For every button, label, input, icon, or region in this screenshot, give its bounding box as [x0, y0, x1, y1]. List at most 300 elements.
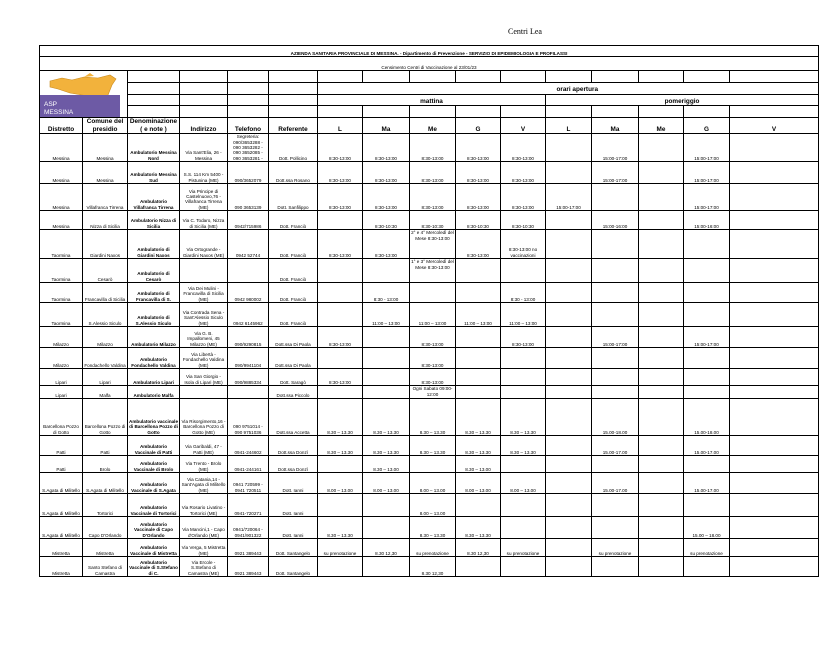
table-cell: [684, 386, 730, 399]
table-cell: 8:30-13:00: [410, 162, 456, 184]
table-cell: 8:30 - 13:00: [501, 283, 546, 303]
table-cell: [639, 539, 684, 557]
table-cell: Dott. Santangelo: [269, 539, 318, 557]
table-cell: 15.00-17.00: [592, 436, 639, 456]
table-cell: Ambulatorio Nizza di Sicilia: [128, 211, 180, 230]
table-cell: [684, 259, 730, 283]
table-cell: 0942/715986: [228, 211, 269, 230]
table-cell: 8.00 – 13.00: [410, 494, 456, 517]
table-cell: Dott. Ianni: [269, 473, 318, 494]
table-cell: Tortorici: [83, 494, 128, 517]
table-cell: S.Agata di Militello: [40, 517, 83, 539]
table-cell: Francavilla di Sicilia: [83, 283, 128, 303]
table-cell: [639, 303, 684, 327]
table-cell: [592, 259, 639, 283]
table-cell: Malfa: [83, 386, 128, 399]
table-cell: [639, 348, 684, 369]
table-cell: [592, 369, 639, 386]
table-cell: Via Contrada Sena - Sant'Alessio Siculo (ME): [180, 303, 228, 327]
table-cell: Dott. Santangelo: [269, 557, 318, 577]
table-cell: 8:30-10:30: [501, 211, 546, 230]
table-cell: Via G. B. Impallomeni, 45 Milazzo (ME): [180, 327, 228, 348]
table-cell: Dott.ssa Donzì: [269, 436, 318, 456]
table-cell: Ambulatorio Vaccinale di Mistretta: [128, 539, 180, 557]
table-cell: Via Dei Mulini - Francavilla di Sicilia (ME): [180, 283, 228, 303]
table-cell: [456, 348, 501, 369]
table-cell: 15:00-16:00: [592, 211, 639, 230]
table-cell: [592, 348, 639, 369]
table-cell: Barcellona Pozzo di Gotto: [40, 399, 83, 436]
table-cell: Mistretta: [40, 557, 83, 577]
table-cell: [592, 557, 639, 577]
table-cell: [318, 557, 363, 577]
table-cell: [639, 134, 684, 162]
column-header: Referente: [269, 118, 318, 134]
table-cell: Via C. Todaro, Nizza di Sicilia (ME): [180, 211, 228, 230]
table-cell: [684, 283, 730, 303]
table-cell: [546, 327, 592, 348]
table-cell: Milazzo: [40, 327, 83, 348]
table-row: [40, 494, 819, 517]
table-cell: Villafranca Tirrena: [83, 184, 128, 211]
table-row: [40, 162, 819, 184]
table-cell: [730, 369, 819, 386]
table-cell: [546, 399, 592, 436]
table-cell: [730, 539, 819, 557]
table-cell: 8.30 – 13.30: [456, 399, 501, 436]
table-cell: [639, 473, 684, 494]
table-cell: Dott. Ianni: [269, 517, 318, 539]
table-cell: [410, 456, 456, 473]
table-cell: Capo D'Orlando: [83, 517, 128, 539]
table-row: [40, 184, 819, 211]
table-cell: 1° e 3° Mercoledì del Mese 8:30-13:00: [410, 259, 456, 283]
table-cell: Messina: [40, 184, 83, 211]
table-cell: 0941-244161: [228, 456, 269, 473]
table-cell: Ambulatorio di Cesarò: [128, 259, 180, 283]
table-row: [40, 399, 819, 436]
table-cell: [318, 259, 363, 283]
table-cell: [228, 259, 269, 283]
table-cell: [363, 386, 410, 399]
table-cell: Milazzo: [40, 348, 83, 369]
table-cell: [730, 456, 819, 473]
table-cell: 8:30-13:00: [410, 134, 456, 162]
table-cell: 15:00-17:00: [684, 134, 730, 162]
column-header: Ma: [363, 118, 410, 134]
table-cell: [546, 473, 592, 494]
table-cell: 8:30-10:30: [410, 211, 456, 230]
table-cell: [363, 348, 410, 369]
table-cell: Mistretta: [40, 539, 83, 557]
table-cell: Santo Stefano di Camastra: [83, 557, 128, 577]
table-cell: 8:30-13:00: [318, 184, 363, 211]
table-cell: 8:30-13:00: [456, 134, 501, 162]
table-cell: 8:30-13:00: [318, 230, 363, 259]
table-cell: Via Principe di Castelnuovo,76 - Villafranca Tirrena (ME): [180, 184, 228, 211]
table-cell: [546, 162, 592, 184]
vaccination-centers-table: [39, 45, 819, 577]
table-cell: [639, 517, 684, 539]
column-header: L: [546, 118, 592, 134]
table-cell: [228, 386, 269, 399]
column-header: Comune del presidio: [83, 118, 128, 134]
table-cell: Via Risorgimento,16 - Barcellona Pozzo di Gotto (ME): [180, 399, 228, 436]
table-cell: 15.00-18.00: [684, 399, 730, 436]
table-cell: Mistretta: [83, 539, 128, 557]
table-cell: [456, 259, 501, 283]
table-cell: [546, 134, 592, 162]
table-cell: Via San Giorgio - Isola di Lipari (ME): [180, 369, 228, 386]
table-cell: [363, 327, 410, 348]
table-cell: [456, 386, 501, 399]
table-cell: 15.00 – 18.00: [684, 517, 730, 539]
table-cell: Via Trento - Brolo (ME): [180, 456, 228, 473]
table-cell: Nizza di Sicilia: [83, 211, 128, 230]
table-cell: 8:30-13:00: [456, 184, 501, 211]
table-cell: 0942 52744: [228, 230, 269, 259]
table-cell: 15.00-17.00: [684, 436, 730, 456]
asp-messina-logo: [40, 71, 127, 117]
table-cell: [318, 211, 363, 230]
table-cell: [546, 259, 592, 283]
table-cell: Ambulatorio Vaccinale di Capo D'Orlando: [128, 517, 180, 539]
table-cell: Lipari: [83, 369, 128, 386]
table-cell: 8.30 – 13.30: [410, 517, 456, 539]
table-cell: 090/9941104: [228, 348, 269, 369]
table-cell: 8.00 – 13.00: [363, 473, 410, 494]
table-cell: 15:00-17:00: [684, 162, 730, 184]
table-cell: Ambulatorio Villafranca Tirrena: [128, 184, 180, 211]
table-cell: 8:30-13:00: [363, 230, 410, 259]
table-cell: Ambulatorio Lipari: [128, 369, 180, 386]
table-cell: 15:00-17:00: [684, 184, 730, 211]
table-cell: [639, 259, 684, 283]
table-cell: Ambulatorio Fondachello Valdina: [128, 348, 180, 369]
table-cell: [456, 369, 501, 386]
table-cell: 8.30 – 13.30: [456, 517, 501, 539]
table-cell: [546, 517, 592, 539]
table-cell: [501, 517, 546, 539]
table-title: AZIENDA SANITARIA PROVINCIALE DI MESSINA. - Dipartimento di Prevenzione - SERVIZIO DI EPIDEMIOLOGIA E PROFILASSI: [40, 46, 819, 57]
table-cell: 090/9885334: [228, 369, 269, 386]
table-cell: Cesarò: [83, 259, 128, 283]
table-row: [40, 473, 819, 494]
table-cell: S.Agata di Militello: [83, 473, 128, 494]
table-cell: [501, 456, 546, 473]
table-cell: [501, 557, 546, 577]
table-cell: Ambulatorio Vaccinale di S.Stefano di C.: [128, 557, 180, 577]
table-cell: Dott. Franciò: [269, 211, 318, 230]
table-cell: [546, 230, 592, 259]
table-cell: 8:30-13:00: [501, 184, 546, 211]
table-row: [40, 211, 819, 230]
table-cell: 15:00-16:00: [684, 211, 730, 230]
column-header: G: [684, 118, 730, 134]
table-cell: Lipari: [40, 369, 83, 386]
table-cell: Taormina: [40, 303, 83, 327]
table-row: [40, 539, 819, 557]
table-cell: [180, 259, 228, 283]
table-cell: [730, 259, 819, 283]
table-cell: 8:30-13:00: [410, 327, 456, 348]
column-header: Me: [410, 118, 456, 134]
table-cell: Dott.ssa Piccolo: [269, 386, 318, 399]
table-cell: 8.30 – 13.00: [363, 456, 410, 473]
table-cell: su prenotazione: [410, 539, 456, 557]
table-cell: 8.30 – 13.30: [363, 399, 410, 436]
table-cell: [546, 456, 592, 473]
table-cell: Ambulatorio Milazzo: [128, 327, 180, 348]
table-cell: [318, 348, 363, 369]
table-row: [40, 327, 819, 348]
table-cell: 8:30-13:00: [318, 134, 363, 162]
table-cell: Via Ercole - S.Stefano di Camastra (ME): [180, 557, 228, 577]
table-cell: Ambulatorio vaccinale di Barcellona Pozzo di Gotto: [128, 399, 180, 436]
table-cell: [456, 557, 501, 577]
table-cell: 8.30 – 13.30: [363, 436, 410, 456]
table-cell: [639, 557, 684, 577]
table-cell: 8:30-13:00: [501, 134, 546, 162]
table-cell: 8.30 – 13.30: [318, 436, 363, 456]
table-cell: [592, 494, 639, 517]
table-row: [40, 557, 819, 577]
table-cell: 2° e 4° Mercoledì del Mese 8:30-13:00: [410, 230, 456, 259]
table-cell: [730, 327, 819, 348]
table-cell: [730, 517, 819, 539]
table-cell: [410, 283, 456, 303]
table-cell: Brolo: [83, 456, 128, 473]
table-cell: [546, 539, 592, 557]
table-row: [40, 259, 819, 283]
table-cell: [730, 162, 819, 184]
table-cell: [684, 456, 730, 473]
table-cell: [730, 386, 819, 399]
table-cell: [592, 517, 639, 539]
table-cell: Dott.ssa Rosano: [269, 162, 318, 184]
table-cell: su prenotazione: [684, 539, 730, 557]
table-cell: Dott.ssa Donzì: [269, 456, 318, 473]
column-header: Indirizzo: [180, 118, 228, 134]
table-cell: 8:30-13:00: [410, 184, 456, 211]
table-cell: Ambulatorio Messina Nord: [128, 134, 180, 162]
table-cell: 8:30-13:00: [363, 162, 410, 184]
table-cell: 8:30-10:30: [456, 211, 501, 230]
table-cell: 8:30 - 13:00: [363, 283, 410, 303]
table-cell: [730, 283, 819, 303]
table-cell: Dott. Pollicino: [269, 134, 318, 162]
table-cell: [592, 456, 639, 473]
table-cell: [684, 348, 730, 369]
table-cell: 0941/720064 - 0941/901322: [228, 517, 269, 539]
table-cell: Messina: [40, 211, 83, 230]
table-cell: Messina: [83, 162, 128, 184]
table-row: [40, 134, 819, 162]
table-cell: 11:00 – 13:00: [501, 303, 546, 327]
table-cell: 0941 720599 - 0941 720511: [228, 473, 269, 494]
table-cell: 11:00 – 13:00: [363, 303, 410, 327]
table-cell: [639, 369, 684, 386]
table-cell: [456, 327, 501, 348]
table-row: [40, 230, 819, 259]
table-cell: [639, 283, 684, 303]
table-cell: [684, 369, 730, 386]
table-cell: 8.00 – 13.00: [410, 473, 456, 494]
table-cell: [730, 473, 819, 494]
page-top-note: Centri Lea: [508, 27, 542, 36]
table-cell: Dott. Ianni: [269, 494, 318, 517]
column-header: Distretto: [40, 118, 83, 134]
table-cell: [639, 230, 684, 259]
table-cell: [546, 436, 592, 456]
orari-apertura-header: orari apertura: [318, 82, 819, 94]
table-cell: Dott.ssa Di Paola: [269, 348, 318, 369]
table-cell: 8:30-13:00: [410, 348, 456, 369]
table-cell: S.Alessio Siculo: [83, 303, 128, 327]
table-cell: 8.30 12,30: [456, 539, 501, 557]
table-cell: [639, 386, 684, 399]
table-cell: [592, 184, 639, 211]
table-cell: [546, 303, 592, 327]
pomeriggio-header: pomeriggio: [546, 94, 819, 106]
table-cell: [546, 386, 592, 399]
table-cell: [730, 303, 819, 327]
table-cell: [546, 557, 592, 577]
table-cell: su prenotazione: [318, 539, 363, 557]
table-cell: Patti: [40, 436, 83, 456]
table-cell: 15:00-17:00: [592, 134, 639, 162]
table-cell: [639, 184, 684, 211]
table-cell: 0942 6145962: [228, 303, 269, 327]
table-cell: Ambulatorio Vaccinale di Tortorici: [128, 494, 180, 517]
column-header: Denominazione ( e note ): [128, 118, 180, 134]
table-cell: [180, 386, 228, 399]
table-cell: Segreteria: 090/3653288 - 090 3653282 - 090 3652085 - 090 3653281 -: [228, 134, 269, 162]
table-cell: [546, 348, 592, 369]
table-cell: Via Garibaldi, 47 - Patti (ME): [180, 436, 228, 456]
table-cell: 090 3653139: [228, 184, 269, 211]
table-cell: [318, 386, 363, 399]
column-header: G: [456, 118, 501, 134]
table-cell: 8:30-13:00: [318, 369, 363, 386]
table-cell: Via Ortogrande - Giardini Naxos (ME): [180, 230, 228, 259]
column-header: V: [501, 118, 546, 134]
table-cell: [639, 456, 684, 473]
table-cell: Via Sant'Elia, 26 - Messina: [180, 134, 228, 162]
table-cell: 8:30-13:00: [318, 327, 363, 348]
column-header-row: [40, 118, 819, 134]
table-cell: 0921 389443: [228, 539, 269, 557]
table-cell: Ambulatorio di Francavilla di S.: [128, 283, 180, 303]
table-cell: [592, 283, 639, 303]
table-cell: su prenotazione: [501, 539, 546, 557]
table-cell: Messina: [83, 134, 128, 162]
table-row: [40, 456, 819, 473]
table-cell: 8.30 – 13.30: [318, 517, 363, 539]
table-cell: [456, 494, 501, 517]
table-cell: su prenotazione: [592, 539, 639, 557]
table-cell: [730, 184, 819, 211]
table-cell: 0921 389443: [228, 557, 269, 577]
table-cell: 8.30 – 13.30: [410, 399, 456, 436]
table-cell: [363, 517, 410, 539]
table-cell: [592, 230, 639, 259]
table-cell: [501, 369, 546, 386]
table-cell: [639, 436, 684, 456]
table-cell: 090/3652079: [228, 162, 269, 184]
table-cell: [730, 134, 819, 162]
table-cell: Barcellona Pozzo di Gotto: [83, 399, 128, 436]
table-cell: Taormina: [40, 283, 83, 303]
table-cell: Ambulatorio di S.Alessio Siculo: [128, 303, 180, 327]
table-cell: 8.30 12,30: [410, 557, 456, 577]
table-cell: 8.30 – 13.30: [501, 399, 546, 436]
table-cell: Dott. Franciò: [269, 303, 318, 327]
table-cell: 8:30-13:00: [456, 162, 501, 184]
table-cell: Dott.ssa Di Paola: [269, 327, 318, 348]
table-row: [40, 348, 819, 369]
table-cell: 8.30 – 13.30: [410, 436, 456, 456]
table-cell: 8.00 – 13.00: [318, 473, 363, 494]
table-cell: Via Verga, 5 Mistretta (ME): [180, 539, 228, 557]
table-cell: 0941-720271: [228, 494, 269, 517]
table-cell: Dott. Franciò: [269, 259, 318, 283]
table-cell: 8:30-13:00: [318, 162, 363, 184]
table-cell: Ogni Sabato 09:00- 12:00: [410, 386, 456, 399]
table-cell: 8:30-13:00: [363, 134, 410, 162]
table-cell: Dott.ssa Accetta: [269, 399, 318, 436]
table-cell: [501, 259, 546, 283]
table-cell: 8:30-13:00: [501, 327, 546, 348]
table-cell: Ambulatorio Vaccinale di S.Agata: [128, 473, 180, 494]
table-cell: Via Mancini,1 - Capo d'Orlando (ME): [180, 517, 228, 539]
table-cell: Giardini Naxos: [83, 230, 128, 259]
table-cell: 8:30-13:00: [501, 162, 546, 184]
table-cell: [318, 456, 363, 473]
table-row: [40, 386, 819, 399]
column-header: L: [318, 118, 363, 134]
table-cell: Via Catania,14 - Sant'Agata di Militello (ME): [180, 473, 228, 494]
table-cell: Ambulatorio Vaccinale di Brolo: [128, 456, 180, 473]
table-cell: [501, 348, 546, 369]
table-cell: [639, 399, 684, 436]
table-cell: 11:00 – 13:00: [410, 303, 456, 327]
table-cell: 15:00-17:00: [684, 327, 730, 348]
table-cell: Ambulatorio Malfa: [128, 386, 180, 399]
mattina-header: mattina: [318, 94, 546, 106]
table-cell: 090/9290815: [228, 327, 269, 348]
table-cell: Dott. Franciò: [269, 230, 318, 259]
table-cell: 15:00-17:00: [546, 184, 592, 211]
table-cell: Via Libertà - Fondachello Valdina (ME): [180, 348, 228, 369]
table-cell: [592, 303, 639, 327]
table-cell: Ambulatorio di Giardini Naxos: [128, 230, 180, 259]
table-cell: [639, 162, 684, 184]
table-cell: 8.30 – 13.30: [318, 399, 363, 436]
column-header: V: [730, 118, 819, 134]
table-cell: [730, 436, 819, 456]
table-cell: 8.30 – 13.30: [501, 436, 546, 456]
table-cell: [730, 494, 819, 517]
table-cell: S.S. 114 Km 5400 - Pistunina (ME): [180, 162, 228, 184]
table-cell: 0941-244602: [228, 436, 269, 456]
table-cell: Dott. Franciò: [269, 283, 318, 303]
table-cell: Messina: [40, 162, 83, 184]
logo-line2: MESSINA: [44, 108, 74, 116]
table-cell: 8:30-13:00: [456, 230, 501, 259]
table-cell: 8:30-10:30: [363, 211, 410, 230]
table-cell: [546, 283, 592, 303]
